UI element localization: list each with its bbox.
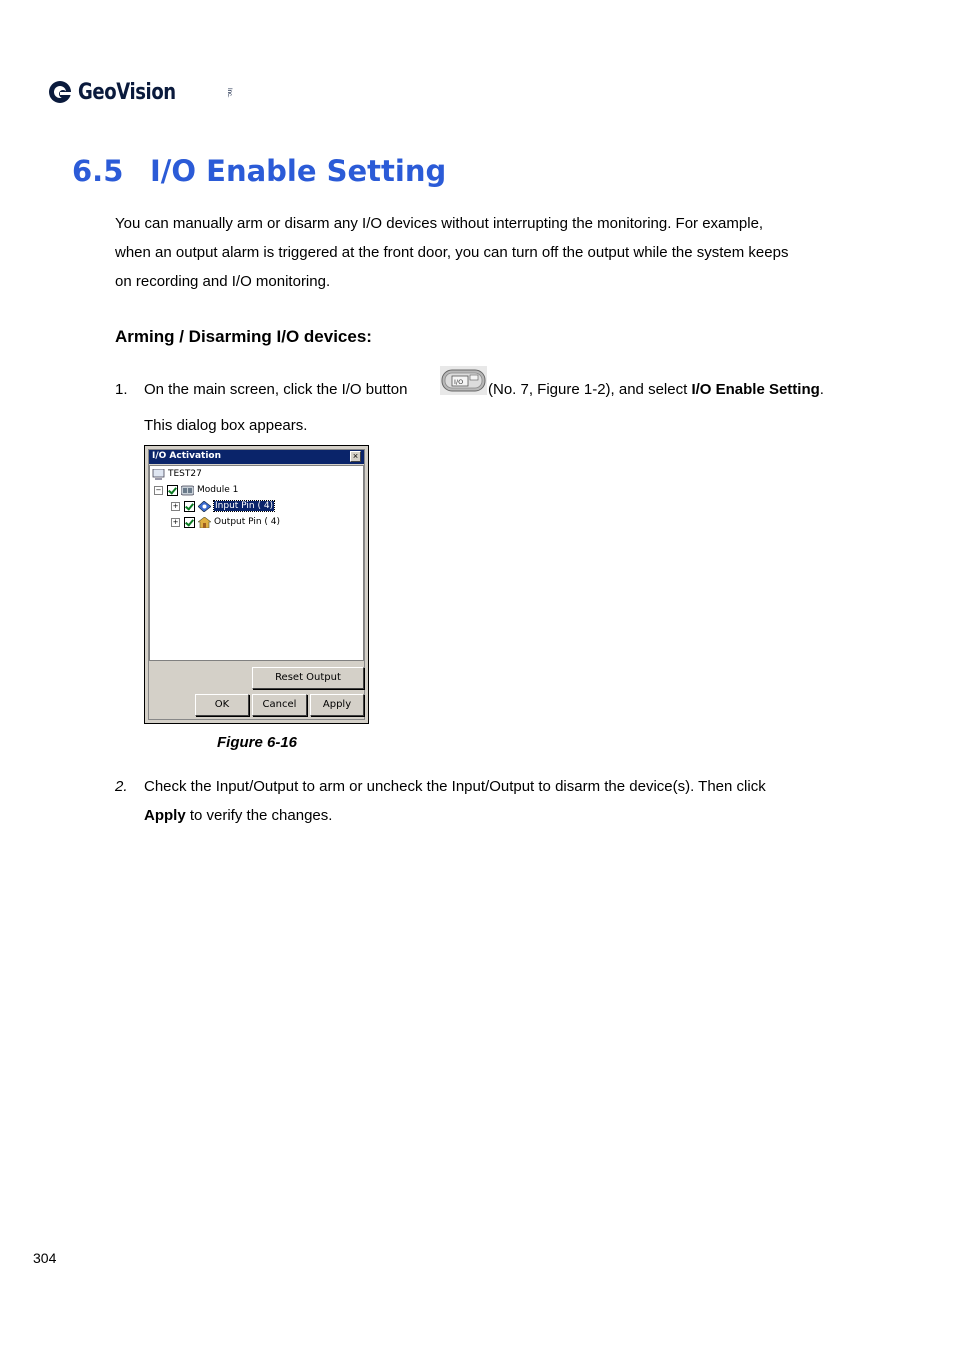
intro-line-2: when an output alarm is triggered at the front door, you can turn off the output while the system keeps [115, 244, 789, 261]
io-activation-dialog [144, 445, 369, 724]
geovision-logo [48, 76, 232, 108]
ok-button[interactable]: OK [195, 694, 249, 716]
step-2-text: Check the Input/Output to arm or uncheck the Input/Output to disarm the device(s). Then click [144, 778, 766, 795]
tree-module[interactable] [154, 484, 238, 496]
tree-module-label: Module 1 [197, 485, 239, 495]
step-2-bold: Apply [144, 807, 186, 824]
module-checkbox[interactable] [167, 485, 178, 496]
tree-root-label: TEST27 [168, 469, 202, 479]
step-1-text-before: On the main screen, click the I/O button [144, 381, 408, 398]
step-1-line-2: This dialog box appears. [144, 417, 308, 434]
step-1-bold: I/O Enable Setting [691, 381, 820, 398]
step-2-number: 2. [115, 778, 128, 795]
close-icon[interactable]: × [350, 451, 361, 462]
intro-paragraph [115, 209, 855, 296]
expand-icon[interactable]: + [172, 501, 179, 510]
input-pin-checkbox[interactable] [184, 501, 195, 512]
collapse-icon[interactable]: − [155, 485, 162, 494]
output-pin-checkbox[interactable] [184, 517, 195, 528]
tree-output-pin[interactable] [171, 516, 280, 528]
tree-input-pin-label: Input Pin ( 4) [215, 501, 274, 511]
geovision-logo-icon [48, 79, 74, 105]
tree-input-pin[interactable] [171, 500, 274, 512]
input-pin-icon [198, 501, 211, 512]
brand-suffix: Inc. [226, 88, 232, 98]
module-icon [181, 485, 194, 496]
cancel-button[interactable]: Cancel [252, 694, 307, 716]
tree-output-pin-label: Output Pin ( 4) [214, 517, 281, 527]
reset-output-button[interactable]: Reset Output [252, 667, 364, 689]
tree-root[interactable] [152, 468, 202, 480]
expand-icon[interactable]: + [172, 517, 179, 526]
intro-line-1: You can manually arm or disarm any I/O devices without interrupting the monitoring. For example, [115, 215, 764, 232]
section-title: I/O Enable Setting [150, 154, 447, 188]
brand-name: GeoVision [78, 79, 176, 105]
step-1-after: (No. 7, Figure 1-2), and select [488, 381, 692, 398]
step-2-line-2 [144, 807, 332, 824]
page-number: 304 [33, 1250, 57, 1266]
section-number: 6.5 [72, 154, 124, 188]
computer-icon [152, 469, 165, 480]
intro-line-3: on recording and I/O monitoring. [115, 273, 331, 290]
step-1-number: 1. [115, 381, 128, 398]
svg-text:I/O: I/O [454, 378, 464, 386]
dialog-title: I/O Activation [152, 451, 222, 461]
figure-caption: Figure 6-16 [217, 734, 298, 751]
device-tree[interactable] [149, 465, 364, 661]
output-pin-icon [198, 517, 211, 528]
io-button-icon [440, 366, 487, 395]
apply-button[interactable]: Apply [310, 694, 364, 716]
step-2-rest: to verify the changes. [185, 807, 333, 824]
subheading: Arming / Disarming I/O devices: [115, 327, 372, 346]
section-heading [72, 154, 446, 188]
step-1-end: . [819, 381, 824, 398]
dialog-titlebar [149, 450, 364, 464]
step-1-text-after [488, 381, 824, 398]
